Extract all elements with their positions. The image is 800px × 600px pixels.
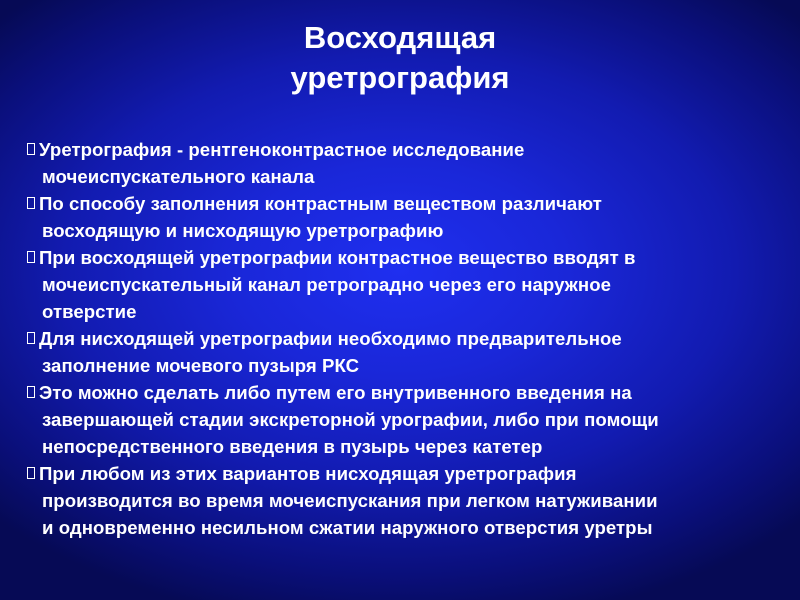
bullet-item bbox=[0, 136, 800, 190]
bullet-text-line: При восходящей уретрографии контрастное вещество вводят в bbox=[39, 247, 636, 268]
bullet-text-line: Для нисходящей уретрографии необходимо предварительное bbox=[39, 328, 622, 349]
bullet-text-line: Это можно сделать либо путем его внутривенного введения на bbox=[39, 382, 632, 403]
bullet-text-line: мочеиспускательного канала bbox=[42, 166, 315, 187]
bullet-text-line: Уретрография - рентгеноконтрастное исследование bbox=[39, 139, 525, 160]
bullet-text-line: При любом из этих вариантов нисходящая уретрография bbox=[39, 463, 577, 484]
title-line-1: Восходящая bbox=[303, 20, 497, 55]
bullet-text-line: мочеиспускательный канал ретроградно через его наружное bbox=[42, 274, 611, 295]
bullet-text-line: завершающей стадии экскреторной урографии, либо при помощи bbox=[42, 409, 659, 430]
bullet-item bbox=[0, 379, 800, 460]
hollow-square-bullet-icon bbox=[27, 332, 35, 344]
bullet-text-line: По способу заполнения контрастным веществом различают bbox=[39, 193, 602, 214]
hollow-square-bullet-icon bbox=[27, 251, 35, 263]
bullet-text-line: и одновременно несильном сжатии наружного отверстия уретры bbox=[42, 517, 653, 538]
hollow-square-bullet-icon bbox=[27, 143, 35, 155]
hollow-square-bullet-icon bbox=[27, 386, 35, 398]
bullet-text-line: непосредственного введения в пузырь через катетер bbox=[42, 436, 543, 457]
bullet-text-line: восходящую и нисходящую уретрографию bbox=[42, 220, 444, 241]
hollow-square-bullet-icon bbox=[27, 197, 35, 209]
bullet-item bbox=[0, 244, 800, 325]
bullet-item bbox=[0, 460, 800, 541]
slide-title bbox=[0, 18, 800, 98]
bullet-text-line: заполнение мочевого пузыря РКС bbox=[42, 355, 360, 376]
bullet-text-line: отверстие bbox=[42, 301, 137, 322]
bullet-text-line: производится во время мочеиспускания при легком натуживании bbox=[42, 490, 658, 511]
bullet-list bbox=[0, 136, 800, 541]
bullet-item bbox=[0, 190, 800, 244]
title-line-2: уретрография bbox=[290, 60, 510, 95]
hollow-square-bullet-icon bbox=[27, 467, 35, 479]
bullet-item bbox=[0, 325, 800, 379]
